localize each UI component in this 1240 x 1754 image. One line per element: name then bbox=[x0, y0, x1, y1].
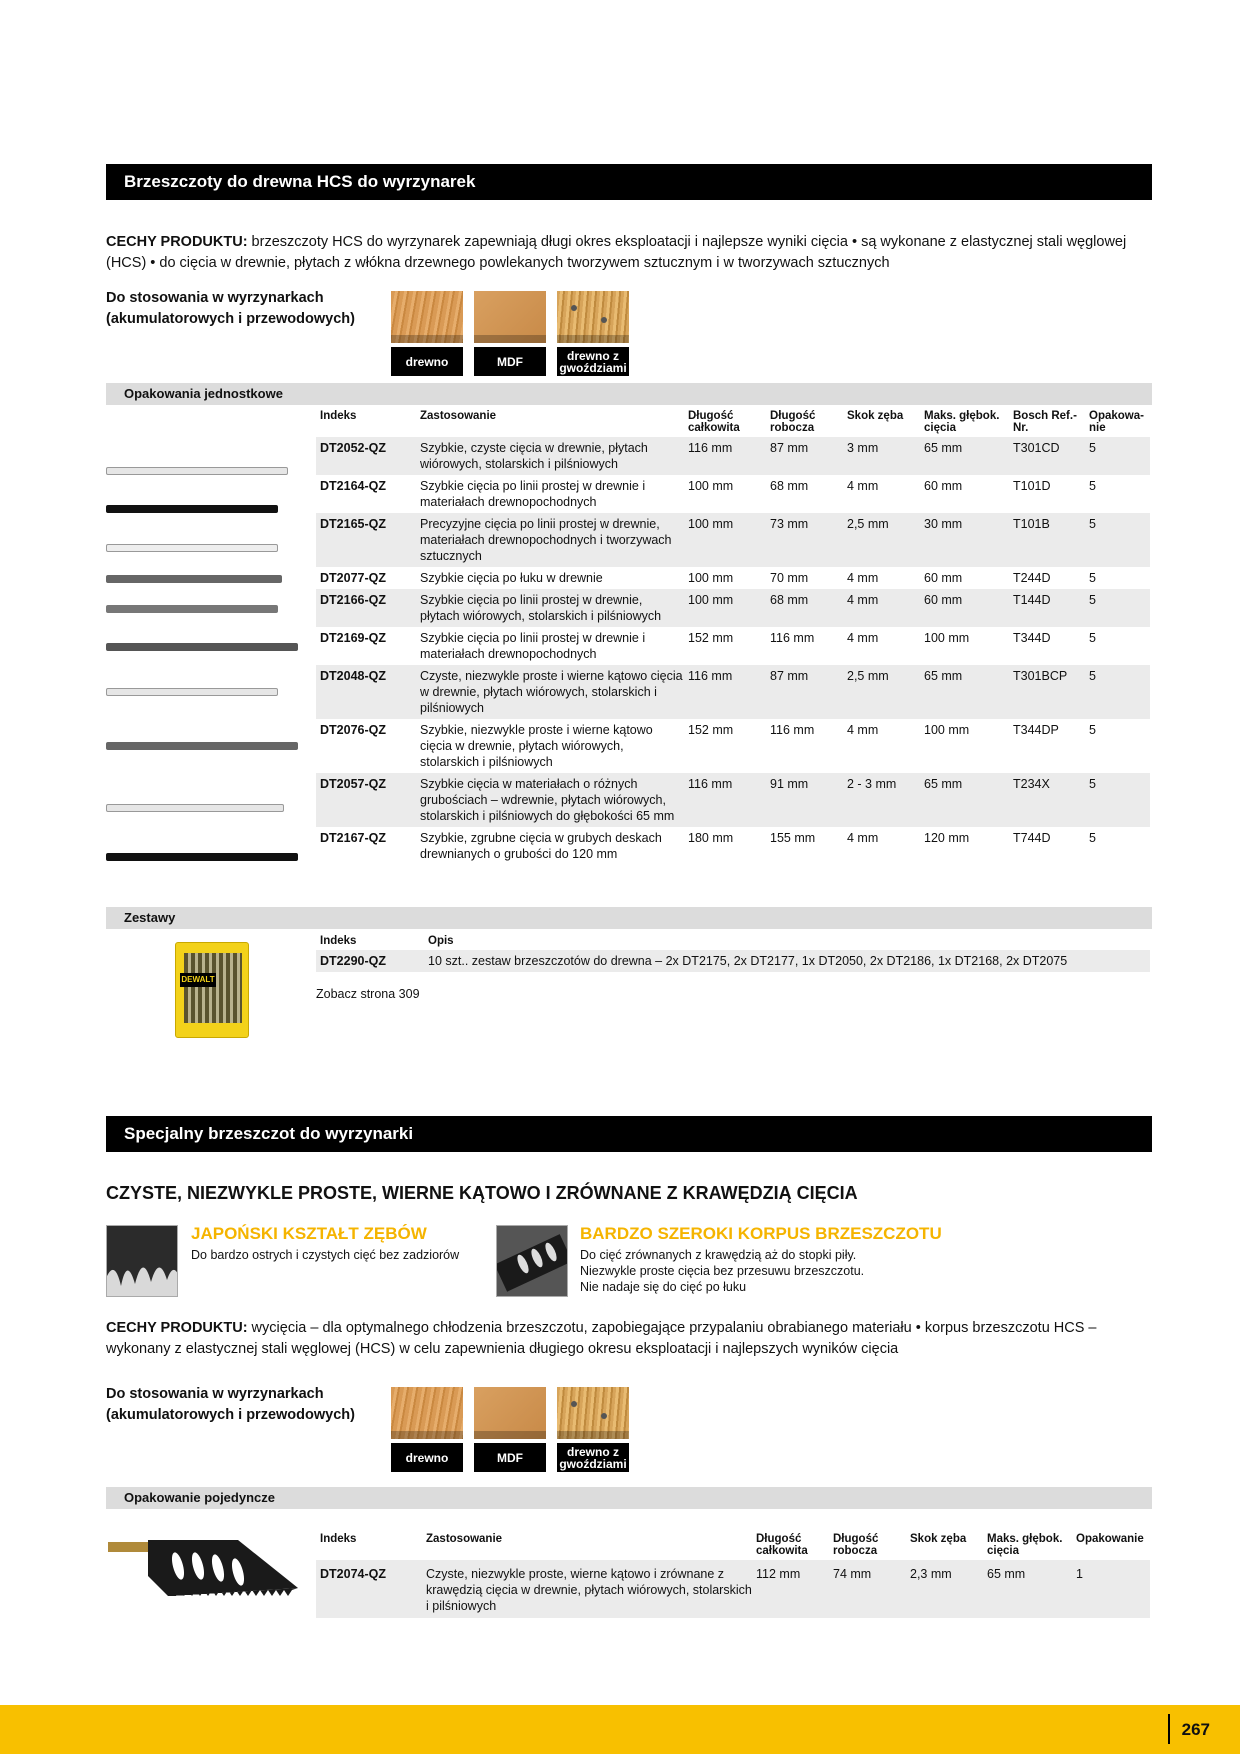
cell-index: DT2074-QZ bbox=[316, 1560, 422, 1618]
cell-depth: 100 mm bbox=[924, 631, 970, 645]
cell-pack: 5 bbox=[1089, 831, 1096, 845]
blade-image bbox=[106, 603, 298, 613]
cell-index: DT2167-QZ bbox=[320, 831, 386, 845]
nailed-wood-swatch-icon bbox=[557, 291, 629, 343]
col-total-length: Długość całkowita bbox=[688, 410, 740, 434]
material-nailed-wood bbox=[557, 291, 629, 376]
table-row bbox=[316, 665, 1150, 719]
material-mdf bbox=[474, 291, 546, 376]
cell-pack: 5 bbox=[1085, 437, 1150, 475]
material-label: drewno z gwoździami bbox=[557, 1443, 629, 1472]
col-use: Zastosowanie bbox=[420, 410, 497, 422]
features-label: CECHY PRODUKTU: bbox=[106, 1320, 248, 1336]
table-row bbox=[316, 719, 1150, 773]
cell-total: 152 mm bbox=[688, 631, 734, 645]
table-row bbox=[316, 1560, 1150, 1618]
material-wood bbox=[391, 1387, 463, 1472]
cell-use: Szybkie cięcia w materiałach o różnych grubościach – wdrewnie, płytach wiórowych, stolarskich i pilśniowych do głębokości 65 mm bbox=[416, 773, 684, 827]
cell-use: Szybkie cięcia po łuku w drewnie bbox=[420, 571, 603, 585]
col-tooth-pitch: Skok zęba bbox=[910, 1533, 967, 1545]
sets-bar bbox=[106, 907, 1152, 929]
table-row bbox=[316, 627, 1150, 665]
cell-work: 87 mm bbox=[766, 437, 843, 475]
single-pack-label: Opakowania jednostkowe bbox=[124, 386, 283, 401]
product-features bbox=[106, 232, 1152, 274]
cell-desc: 10 szt.. zestaw brzeszczotów do drewna – 2x DT2175, 2x DT2177, 1x DT2050, 2x DT2186, 1x DT2168, 2x DT2075 bbox=[424, 950, 1150, 972]
usage-label-line2: (akumulatorowych i przewodowych) bbox=[106, 1407, 355, 1423]
feature2-title: BARDZO SZEROKI KORPUS BRZESZCZOTU bbox=[580, 1224, 942, 1243]
feature2-line: Nie nadaje się do cięć po łuku bbox=[580, 1280, 747, 1294]
nailed-wood-swatch-icon bbox=[557, 1387, 629, 1439]
cell-depth: 65 mm bbox=[920, 665, 1009, 719]
col-desc: Opis bbox=[428, 935, 454, 947]
cell-pitch: 4 mm bbox=[843, 589, 920, 627]
page-number: 267 bbox=[1181, 1720, 1210, 1739]
cell-index: DT2077-QZ bbox=[320, 571, 386, 585]
col-index: Indeks bbox=[320, 1533, 357, 1545]
cell-pack: 5 bbox=[1085, 589, 1150, 627]
cell-depth: 100 mm bbox=[924, 723, 970, 737]
cell-work: 68 mm bbox=[770, 479, 809, 493]
cell-index: DT2052-QZ bbox=[316, 437, 416, 475]
cell-bosch: T101D bbox=[1013, 479, 1051, 493]
cell-work: 116 mm bbox=[770, 631, 815, 645]
material-label: MDF bbox=[474, 347, 546, 376]
features-text: wycięcia – dla optymalnego chłodzenia brzeszczotu, zapobiegające przypalaniu obrabianego materiału • korpus brzeszczotu HCS – wykonany z elastycznej stali węglowej (HCS) w celu zapewnienia długiego okresu eksploatacji i najlepszych wyników cięcia bbox=[106, 1320, 1097, 1357]
cell-use: Szybkie cięcia po linii prostej w drewnie i materiałach drewnopochodnych bbox=[420, 631, 646, 661]
cell-index: DT2057-QZ bbox=[316, 773, 416, 827]
cell-pitch: 4 mm bbox=[847, 571, 879, 585]
cell-pack: 5 bbox=[1089, 571, 1096, 585]
col-max-depth: Maks. głębok. cięcia bbox=[987, 1533, 1063, 1557]
cell-depth: 30 mm bbox=[920, 513, 1009, 567]
cell-bosch: T301BCP bbox=[1009, 665, 1085, 719]
cell-depth: 60 mm bbox=[924, 571, 963, 585]
dewalt-logo-icon: DEWALT bbox=[180, 973, 216, 987]
cell-total: 116 mm bbox=[684, 773, 766, 827]
table-header bbox=[316, 407, 1150, 437]
features-label: CECHY PRODUKTU: bbox=[106, 234, 248, 250]
blade-image bbox=[106, 542, 298, 552]
cell-bosch: T144D bbox=[1009, 589, 1085, 627]
cell-pitch: 4 mm bbox=[847, 479, 879, 493]
col-work-length: Długość robocza bbox=[770, 410, 816, 434]
cell-bosch: T244D bbox=[1013, 571, 1051, 585]
japanese-teeth-icon bbox=[106, 1225, 178, 1297]
special-blade-table bbox=[316, 1530, 1150, 1618]
mdf-swatch-icon bbox=[474, 1387, 546, 1439]
table-row bbox=[316, 827, 1150, 865]
cell-depth: 60 mm bbox=[924, 479, 963, 493]
cell-bosch: T744D bbox=[1013, 831, 1051, 845]
table-row bbox=[316, 589, 1150, 627]
usage-label bbox=[106, 288, 366, 330]
cell-pack: 5 bbox=[1085, 773, 1150, 827]
material-label: drewno bbox=[391, 1443, 463, 1472]
material-nailed-wood bbox=[557, 1387, 629, 1472]
special-blade-image bbox=[108, 1536, 302, 1598]
material-wood bbox=[391, 291, 463, 376]
cell-use: Czyste, niezwykle proste, wierne kątowo i zrównane z krawędzią cięcia w drewnie, płytach wiórowych, stolarskich i pilśniowych bbox=[422, 1560, 752, 1618]
table-row bbox=[316, 513, 1150, 567]
cell-pack: 1 bbox=[1072, 1560, 1150, 1618]
sets-label: Zestawy bbox=[124, 910, 176, 925]
table-row bbox=[316, 567, 1150, 589]
cell-index: DT2290-QZ bbox=[316, 950, 424, 972]
cell-total: 100 mm bbox=[688, 571, 734, 585]
mdf-swatch-icon bbox=[474, 291, 546, 343]
feature2-text bbox=[580, 1247, 864, 1295]
cell-pitch: 2 - 3 mm bbox=[843, 773, 920, 827]
cell-work: 87 mm bbox=[766, 665, 843, 719]
cell-work: 73 mm bbox=[766, 513, 843, 567]
cell-bosch: T301CD bbox=[1009, 437, 1085, 475]
cell-total: 100 mm bbox=[688, 479, 734, 493]
blade-image bbox=[106, 641, 298, 651]
cell-work: 116 mm bbox=[770, 723, 815, 737]
single-pack-label: Opakowanie pojedyncze bbox=[124, 1490, 275, 1505]
cell-bosch: T234X bbox=[1009, 773, 1085, 827]
cell-pitch: 2,3 mm bbox=[906, 1560, 983, 1618]
cell-use: Szybkie, czyste cięcia w drewnie, płytach wiórowych, stolarskich i pilśniowych bbox=[416, 437, 684, 475]
wood-swatch-icon bbox=[391, 1387, 463, 1439]
material-mdf bbox=[474, 1387, 546, 1472]
cell-pack: 5 bbox=[1089, 479, 1096, 493]
cell-depth: 120 mm bbox=[924, 831, 970, 845]
col-total-length: Długość całkowita bbox=[756, 1533, 808, 1557]
blade-table bbox=[316, 407, 1150, 865]
cell-total: 116 mm bbox=[684, 437, 766, 475]
cell-total: 152 mm bbox=[688, 723, 734, 737]
col-bosch-ref: Bosch Ref.-Nr. bbox=[1013, 410, 1077, 434]
feature2-line: Niezwykle proste cięcia bez przesuwu brzeszczotu. bbox=[580, 1264, 865, 1278]
cell-bosch: T344D bbox=[1013, 631, 1051, 645]
cell-depth: 65 mm bbox=[920, 773, 1009, 827]
material-label: MDF bbox=[474, 1443, 546, 1472]
blade-set-package-icon bbox=[175, 942, 249, 1038]
cell-index: DT2164-QZ bbox=[320, 479, 386, 493]
cell-total: 116 mm bbox=[684, 665, 766, 719]
cell-use: Precyzyjne cięcia po linii prostej w drewnie, materiałach drewnopochodnych i tworzywach sztucznych bbox=[416, 513, 684, 567]
cell-depth: 65 mm bbox=[983, 1560, 1072, 1618]
feature1-text: Do bardzo ostrych i czystych cięć bez zadziorów bbox=[191, 1248, 460, 1262]
cell-use: Szybkie, niezwykle proste i wierne kątowo cięcia w drewnie, płytach wiórowych, stolarskich i pilśniowych bbox=[420, 723, 653, 769]
cell-pitch: 2,5 mm bbox=[843, 513, 920, 567]
col-pack: Opakowanie bbox=[1076, 1533, 1144, 1545]
col-tooth-pitch: Skok zęba bbox=[847, 410, 904, 422]
cell-pitch: 4 mm bbox=[847, 631, 879, 645]
col-max-depth: Maks. głębok. cięcia bbox=[924, 410, 1000, 434]
cell-index: DT2048-QZ bbox=[316, 665, 416, 719]
cell-depth: 60 mm bbox=[920, 589, 1009, 627]
section-title-bar bbox=[106, 164, 1152, 200]
cell-use: Szybkie cięcia po linii prostej w drewnie i materiałach drewnopochodnych bbox=[420, 479, 646, 509]
usage-label-2 bbox=[106, 1384, 366, 1426]
cell-bosch: T344DP bbox=[1013, 723, 1059, 737]
cell-work: 68 mm bbox=[766, 589, 843, 627]
wide-blade-icon bbox=[496, 1225, 568, 1297]
blade-image bbox=[106, 802, 298, 812]
cell-total: 112 mm bbox=[752, 1560, 829, 1618]
usage-label-line1: Do stosowania w wyrzynarkach bbox=[106, 1386, 324, 1402]
material-label: drewno z gwoździami bbox=[557, 347, 629, 376]
material-label: drewno bbox=[391, 347, 463, 376]
cell-total: 100 mm bbox=[684, 589, 766, 627]
cell-pack: 5 bbox=[1085, 513, 1150, 567]
blade-image bbox=[106, 686, 298, 696]
single-pack-bar-2 bbox=[106, 1487, 1152, 1509]
table-row bbox=[316, 773, 1150, 827]
cell-pitch: 2,5 mm bbox=[843, 665, 920, 719]
cell-work: 155 mm bbox=[770, 831, 816, 845]
table-row bbox=[316, 950, 1150, 972]
table-header bbox=[316, 1530, 1150, 1560]
cell-index: DT2165-QZ bbox=[316, 513, 416, 567]
blade-image bbox=[106, 851, 298, 861]
col-index: Indeks bbox=[320, 410, 357, 422]
cell-use: Szybkie, zgrubne cięcia w grubych deskach drewnianych o grubości do 120 mm bbox=[420, 831, 662, 861]
cell-index: DT2166-QZ bbox=[316, 589, 416, 627]
cell-total: 180 mm bbox=[688, 831, 734, 845]
cell-index: DT2169-QZ bbox=[320, 631, 386, 645]
cell-work: 70 mm bbox=[770, 571, 809, 585]
table-header bbox=[316, 932, 1150, 950]
cell-work: 91 mm bbox=[766, 773, 843, 827]
headline: CZYSTE, NIEZWYKLE PROSTE, WIERNE KĄTOWO I ZRÓWNANE Z KRAWĘDZIĄ CIĘCIA bbox=[106, 1183, 858, 1203]
cell-total: 100 mm bbox=[684, 513, 766, 567]
cell-work: 74 mm bbox=[829, 1560, 906, 1618]
footer-bar bbox=[0, 1705, 1240, 1754]
page-number-separator bbox=[1168, 1714, 1170, 1744]
cell-pitch: 4 mm bbox=[847, 831, 879, 845]
product-features-2 bbox=[106, 1318, 1152, 1360]
blade-image bbox=[106, 573, 298, 583]
col-use: Zastosowanie bbox=[426, 1533, 503, 1545]
see-page-note: Zobacz strona 309 bbox=[316, 987, 420, 1001]
feature1-title: JAPOŃSKI KSZTAŁT ZĘBÓW bbox=[191, 1224, 427, 1243]
col-index: Indeks bbox=[320, 935, 357, 947]
feature2-line: Do cięć zrównanych z krawędzią aż do stopki piły. bbox=[580, 1248, 857, 1262]
cell-pack: 5 bbox=[1089, 723, 1096, 737]
cell-use: Szybkie cięcia po linii prostej w drewnie, płytach wiórowych, stolarskich i pilśniowych bbox=[416, 589, 684, 627]
section-title: Brzeszczoty do drewna HCS do wyrzynarek bbox=[124, 172, 476, 191]
section2-title-bar bbox=[106, 1116, 1152, 1152]
sets-table bbox=[316, 932, 1150, 972]
col-work-length: Długość robocza bbox=[833, 1533, 879, 1557]
table-row bbox=[316, 437, 1150, 475]
cell-pitch: 3 mm bbox=[843, 437, 920, 475]
blade-image bbox=[106, 465, 298, 475]
blade-image bbox=[106, 503, 298, 513]
usage-label-line2: (akumulatorowych i przewodowych) bbox=[106, 311, 355, 327]
cell-pack: 5 bbox=[1089, 631, 1096, 645]
wood-swatch-icon bbox=[391, 291, 463, 343]
cell-use: Czyste, niezwykle proste i wierne kątowo cięcia w drewnie, płytach wiórowych, stolarskich i pilśniowych bbox=[416, 665, 684, 719]
usage-label-line1: Do stosowania w wyrzynarkach bbox=[106, 290, 324, 306]
cell-index: DT2076-QZ bbox=[320, 723, 386, 737]
cell-depth: 65 mm bbox=[920, 437, 1009, 475]
cell-pitch: 4 mm bbox=[847, 723, 879, 737]
single-pack-bar bbox=[106, 383, 1152, 405]
cell-bosch: T101B bbox=[1009, 513, 1085, 567]
col-pack: Opakowa-nie bbox=[1089, 410, 1144, 434]
cell-pack: 5 bbox=[1085, 665, 1150, 719]
section2-title: Specjalny brzeszczot do wyrzynarki bbox=[124, 1124, 414, 1143]
table-row bbox=[316, 475, 1150, 513]
blade-image bbox=[106, 740, 298, 750]
features-text: brzeszczoty HCS do wyrzynarek zapewniają długi okres eksploatacji i najlepsze wyniki cięcia • są wykonane z elastycznej stali węglowej (HCS) • do cięcia w drewnie, płytach z włókna drzewnego powlekanych tworzywem sztucznym i w tworzywach sztucznych bbox=[106, 234, 1127, 271]
